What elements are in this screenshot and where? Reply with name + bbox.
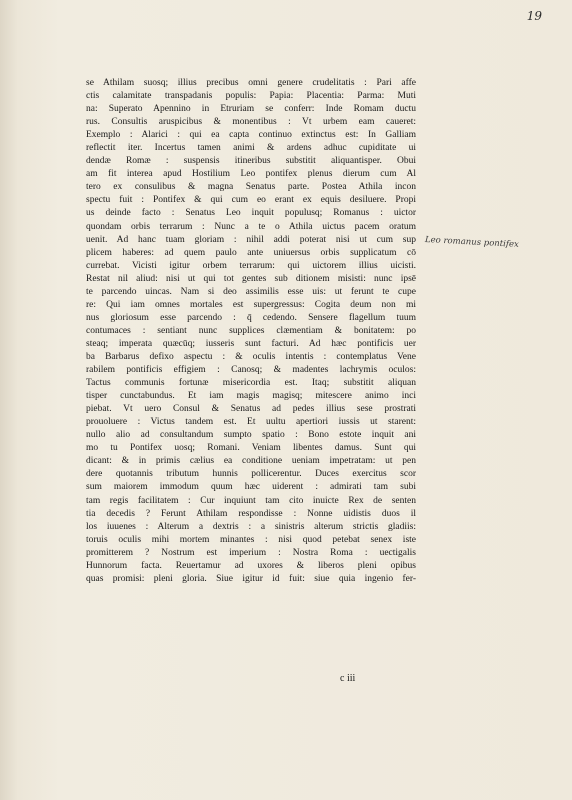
text-line: Hunnorum facta. Reuertamur ad uxores & liberos pleni opibus bbox=[86, 560, 416, 571]
text-line: tero ex consulibus & magna Senatus parte. Postea Athila incon bbox=[86, 182, 416, 193]
text-line: te parcendo uincas. Nam si deo assimilis esse uis: ut ferunt te cupe bbox=[86, 286, 416, 297]
text-line: Tactus communis fortunæ misericordia est. Itaq; substitit aliquan bbox=[86, 378, 416, 389]
text-line: us deinde facto : Senatus Leo inquit populusq; Romanus : uictor bbox=[86, 208, 416, 219]
text-line: mo tu Pontifex uosq; Romani. Veniam libentes damus. Sunt qui bbox=[86, 443, 416, 454]
text-line: los iuuenes : Alterum a dextris : a sinistris alterum strictis gladiis: bbox=[86, 521, 416, 532]
text-line: spectu fuit : Pontifex & qui cum eo erant ex equis desiluere. Propi bbox=[86, 195, 416, 206]
text-line: quondam orbis terrarum : Nunc a te o Athila uictus pacem oratum bbox=[86, 221, 416, 232]
text-line: plicem haberes: ad quem paulo ante uniuersus orbis supplicatum cō bbox=[86, 247, 416, 258]
text-line: rabilem pontificis effigiem : Canosq; & madentes lachrymis oculos: bbox=[86, 365, 416, 376]
text-line: ctis calamitate transpadanis populis: Papia: Placentia: Parma: Muti bbox=[86, 91, 416, 102]
signature-mark: c iii bbox=[340, 673, 356, 684]
text-line: dicant: & in primis cælius ea conditione ueniam impetratam: ut pen bbox=[86, 456, 416, 467]
text-line: sum maiorem immodum quum hæc uiderent : admirati tam subi bbox=[86, 482, 416, 493]
text-line: se Athilam suosq; illius precibus omni genere crudelitatis : Pari affe bbox=[86, 78, 416, 88]
text-line: quas promisi: pleni gloria. Siue igitur id fuit: siue quia ingenio fer- bbox=[86, 573, 416, 584]
text-line: toruis oculis mihi mortem minantes : nisi quod petebat senex iste bbox=[86, 534, 416, 545]
text-line: Restat nil aliud: nisi ut qui tot gentes sub ditionem misisti: nunc ipsē bbox=[86, 273, 416, 284]
text-line: nus gloriosum esse parcendo : q̄ cedendo. Sensere flagellum tuum bbox=[86, 312, 416, 323]
text-line: contumaces : sentiant nunc supplices clæmentiam & bonitatem: po bbox=[86, 325, 416, 336]
text-line: tisper cunctabundus. Et iam magis magisq; mitescere animo inci bbox=[86, 391, 416, 402]
marginal-annotation: Leo romanus pontifex bbox=[424, 235, 520, 250]
text-line: reflectit iter. Incertus tamen animi & ardens adhuc cupiditate ui bbox=[86, 143, 416, 154]
text-line: ba Barbarus defixo aspectu : & oculis intentis : contemplatus Vene bbox=[86, 351, 416, 362]
text-line: steaq; imperata quæcūq; iusseris sunt facturi. Ad hæc pontificis uer bbox=[86, 338, 416, 349]
text-line: piebat. Vt uero Consul & Senatus ad pedes illius sese prostrati bbox=[86, 404, 416, 415]
text-line: nullo alio ad consultandum sumpto spatio : Bono estote inquit ani bbox=[86, 430, 416, 441]
text-line: tia decedis ? Ferunt Athilam respondisse : Nonne uidistis duos il bbox=[86, 508, 416, 519]
text-line: promitterem ? Nostrum est imperium : Nostra Roma : uectigalis bbox=[86, 547, 416, 558]
text-line: re: Qui iam omnes mortales est supergressus: Cogita deum non mi bbox=[86, 299, 416, 310]
text-block bbox=[86, 77, 416, 586]
text-line: currebat. Vicisti igitur orbem terrarum: qui uictorem illius uicisti. bbox=[86, 260, 416, 271]
text-line: dere quotannis tributum hunnis pollicerentur. Duces exercitus scor bbox=[86, 469, 416, 480]
text-line: na: Superato Apennino in Etruriam se conferr: Inde Romam ductu bbox=[86, 104, 416, 115]
text-line: rus. Consultis aruspicibus & monentibus : Vt urbem eam caueret: bbox=[86, 117, 416, 128]
folio-number: 19 bbox=[526, 9, 542, 23]
text-line: tam regis facilitatem : Cur inquiunt tam cito inuicte Rex de senten bbox=[86, 495, 416, 506]
text-line: am fit interea apud Hostilium Leo pontifex plenus dierum cum Al bbox=[86, 169, 416, 180]
text-line: dendæ Romæ : suspensis itineribus substitit aliquantisper. Obui bbox=[86, 156, 416, 167]
text-line: Exemplo : Alarici : qui ea capta continuo extinctus est: In Galliam bbox=[86, 130, 416, 141]
text-line: prouoluere : Victus tandem est. Et uultu apertiori iussis ut starent: bbox=[86, 417, 416, 428]
text-line: uenit. Ad hanc tuam gloriam : nihil addi poterat nisi ut cum sup bbox=[86, 234, 416, 245]
